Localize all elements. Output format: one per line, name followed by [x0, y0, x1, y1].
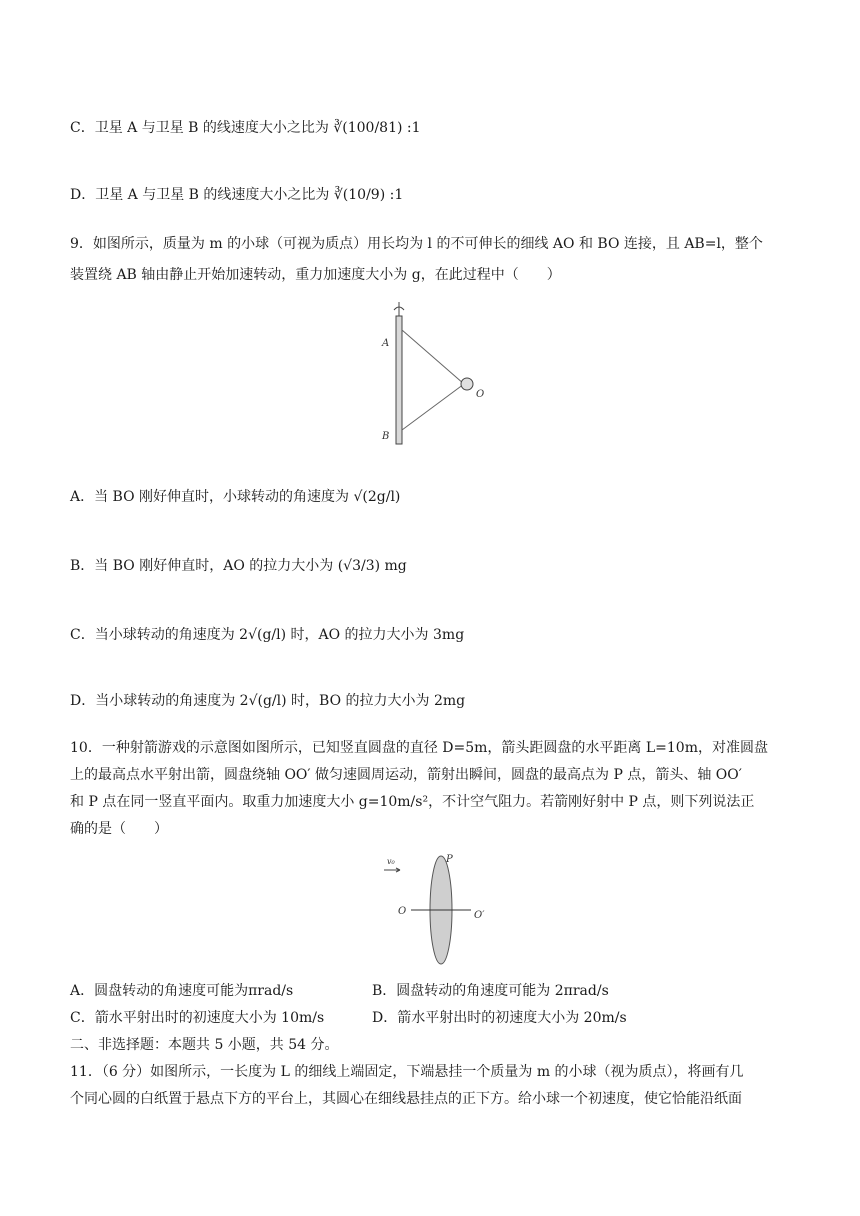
q9-stem-line2: 装置绕 AB 轴由静止开始加速转动，重力加速度大小为 g，在此过程中（ ） [70, 267, 561, 283]
q9-figure [370, 302, 500, 452]
q9-option-d: D．当小球转动的角速度为 2√(g/l) 时，BO 的拉力大小为 2mg [70, 693, 466, 709]
q10-figure [378, 852, 498, 970]
q10-option-c: C．箭水平射出时的初速度大小为 10m/s [70, 1010, 325, 1026]
q10-stem-line4: 确的是（ ） [70, 821, 168, 837]
q10-stem-line3: 和 P 点在同一竖直平面内。取重力加速度大小 g=10m/s²，不计空气阻力。若箭刚好射中 P 点，则下列说法正 [70, 794, 755, 810]
q8-option-d: D．卫星 A 与卫星 B 的线速度大小之比为 ∛(10/9) :1 [70, 187, 404, 203]
q10-label-o: O [398, 906, 407, 917]
q10-label-v0: v₀ [387, 857, 395, 866]
q9-option-b: B．当 BO 刚好伸直时，AO 的拉力大小为 (√3/3) mg [70, 558, 407, 574]
q9-label-o: O [476, 389, 485, 400]
q11-stem-line1: 11．（6 分）如图所示，一长度为 L 的细线上端固定，下端悬挂一个质量为 m 的小球（视为质点），将画有几 [70, 1064, 744, 1080]
q10-label-p: P [446, 854, 453, 865]
q9-label-b: B [382, 431, 390, 442]
q10-stem-line1: 10．一种射箭游戏的示意图如图所示，已知竖直圆盘的直径 D=5m，箭头距圆盘的水平距离 L=10m，对准圆盘 [70, 740, 768, 756]
q9-stem-line1: 9．如图所示，质量为 m 的小球（可视为质点）用长均为 l 的不可伸长的细线 AO 和 BO 连接，且 AB=l，整个 [70, 236, 763, 252]
q9-option-c: C．当小球转动的角速度为 2√(g/l) 时，AO 的拉力大小为 3mg [70, 627, 465, 643]
q8-option-c: C．卫星 A 与卫星 B 的线速度大小之比为 ∛(100/81) :1 [70, 120, 421, 136]
q9-label-a: A [382, 338, 390, 349]
q11-stem-line2: 个同心圆的白纸置于悬点下方的平台上，其圆心在细线悬挂点的正下方。给小球一个初速度，使它恰能沿纸面 [70, 1091, 742, 1107]
section2-heading: 二、非选择题：本题共 5 小题，共 54 分。 [70, 1037, 339, 1053]
q10-option-a: A．圆盘转动的角速度可能为πrad/s [70, 983, 294, 999]
q10-option-d: D．箭水平射出时的初速度大小为 20m/s [372, 1010, 627, 1026]
q10-stem-line2: 上的最高点水平射出箭，圆盘绕轴 OO′ 做匀速圆周运动，箭射出瞬间，圆盘的最高点为 P 点，箭头、轴 OO′ [70, 767, 742, 783]
q10-option-b: B．圆盘转动的角速度可能为 2πrad/s [372, 983, 609, 999]
q10-label-o-prime: O′ [474, 910, 485, 921]
q9-option-a: A．当 BO 刚好伸直时，小球转动的角速度为 √(2g/l) [70, 489, 401, 505]
